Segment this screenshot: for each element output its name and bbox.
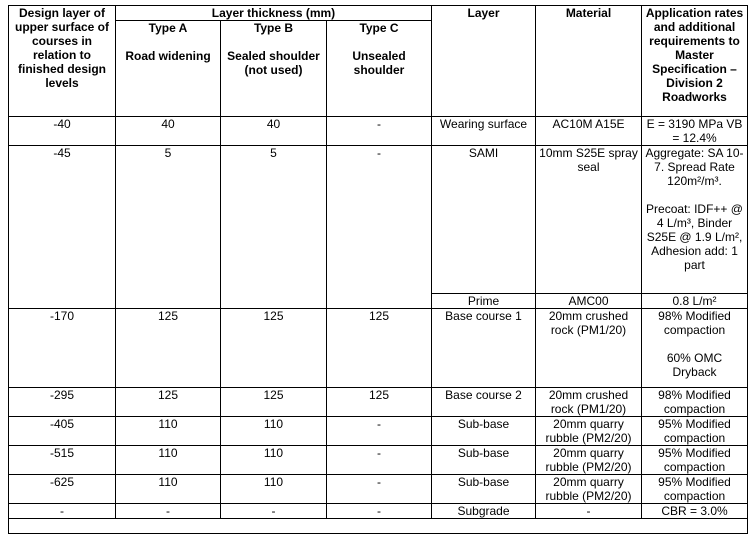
cell-layer: Sub-base — [432, 417, 536, 446]
cell-layer: Sub-base — [432, 475, 536, 504]
table-row — [9, 475, 748, 504]
table-row — [9, 117, 748, 146]
type-b-desc: Sealed shoulder (not used) — [227, 49, 320, 77]
cell-type-b: 5 — [221, 146, 327, 309]
cell-type-c: - — [327, 117, 432, 146]
table-row — [9, 146, 748, 294]
cell-type-b: 40 — [221, 117, 327, 146]
type-a-desc: Road widening — [125, 49, 211, 63]
header-type-c — [327, 21, 432, 117]
table-row-empty — [9, 519, 748, 534]
cell-type-a: 110 — [116, 446, 221, 475]
cell-type-b: - — [221, 504, 327, 519]
cell-layer: SAMI — [432, 146, 536, 294]
cell-application: 98% Modified compaction — [642, 388, 748, 417]
cell-type-c: - — [327, 446, 432, 475]
cell-application: 95% Modified compaction — [642, 417, 748, 446]
cell-type-c: - — [327, 504, 432, 519]
cell-application: E = 3190 MPa VB = 12.4% — [642, 117, 748, 146]
cell-type-a: 5 — [116, 146, 221, 309]
type-c-desc: Unsealed shoulder — [352, 49, 406, 77]
cell-level: -170 — [9, 309, 116, 388]
cell-layer: Wearing surface — [432, 117, 536, 146]
cell-type-a: 110 — [116, 417, 221, 446]
cell-application — [642, 309, 748, 388]
cell-material: AC10M A15E — [536, 117, 642, 146]
cell-level: -295 — [9, 388, 116, 417]
cell-type-b: 125 — [221, 388, 327, 417]
table-row — [9, 504, 748, 519]
cell-level: -515 — [9, 446, 116, 475]
header-application: Application rates and additional requirements to Master Specification – Division 2 Roadworks — [642, 6, 748, 117]
table-row — [9, 388, 748, 417]
cell-type-a: 40 — [116, 117, 221, 146]
header-layer-thickness: Layer thickness (mm) — [116, 6, 432, 21]
cell-type-c: 125 — [327, 388, 432, 417]
cell-level: -405 — [9, 417, 116, 446]
header-type-a — [116, 21, 221, 117]
cell-type-a: 125 — [116, 309, 221, 388]
type-a-label: Type A — [148, 21, 188, 35]
cell-level: -625 — [9, 475, 116, 504]
cell-type-c: - — [327, 475, 432, 504]
cell-layer: Base course 1 — [432, 309, 536, 388]
table-row — [9, 417, 748, 446]
cell-type-c: - — [327, 417, 432, 446]
cell-type-a: - — [116, 504, 221, 519]
header-layer: Layer — [432, 6, 536, 117]
cell-type-b: 110 — [221, 475, 327, 504]
cell-layer: Prime — [432, 294, 536, 309]
cell-type-c: 125 — [327, 309, 432, 388]
cell-level: - — [9, 504, 116, 519]
cell-type-b: 110 — [221, 417, 327, 446]
empty-cell — [9, 519, 748, 534]
cell-application — [642, 146, 748, 294]
cell-type-b: 125 — [221, 309, 327, 388]
cell-material: 20mm quarry rubble (PM2/20) — [536, 475, 642, 504]
table-row — [9, 309, 748, 388]
cell-material: 10mm S25E spray seal — [536, 146, 642, 294]
type-b-label: Type B — [253, 21, 294, 35]
application-text: Aggregate: SA 10-7. Spread Rate 120m²/m³. — [645, 146, 744, 188]
cell-level: -45 — [9, 146, 116, 309]
cell-application: 95% Modified compaction — [642, 475, 748, 504]
application-text: Precoat: IDF++ @ 4 L/m³, Binder S25E @ 1.9 L/m², Adhesion add: 1 part — [646, 202, 743, 272]
cell-material: 20mm quarry rubble (PM2/20) — [536, 446, 642, 475]
cell-layer: Subgrade — [432, 504, 536, 519]
header-design-layer: Design layer of upper surface of courses in relation to finished design levels — [9, 6, 116, 117]
cell-application: CBR = 3.0% — [642, 504, 748, 519]
application-text: 60% OMC Dryback — [666, 351, 723, 379]
cell-type-c: - — [327, 146, 432, 309]
cell-material: - — [536, 504, 642, 519]
cell-material: AMC00 — [536, 294, 642, 309]
table-row — [9, 446, 748, 475]
application-text: 98% Modified compaction — [658, 309, 731, 337]
header-type-b — [221, 21, 327, 117]
cell-material: 20mm quarry rubble (PM2/20) — [536, 417, 642, 446]
pavement-layer-table — [8, 5, 748, 534]
cell-type-a: 110 — [116, 475, 221, 504]
cell-material: 20mm crushed rock (PM1/20) — [536, 309, 642, 388]
cell-material: 20mm crushed rock (PM1/20) — [536, 388, 642, 417]
cell-application: 0.8 L/m² — [642, 294, 748, 309]
cell-application: 95% Modified compaction — [642, 446, 748, 475]
cell-type-a: 125 — [116, 388, 221, 417]
header-material: Material — [536, 6, 642, 117]
cell-level: -40 — [9, 117, 116, 146]
type-c-label: Type C — [359, 21, 399, 35]
cell-type-b: 110 — [221, 446, 327, 475]
cell-layer: Sub-base — [432, 446, 536, 475]
cell-layer: Base course 2 — [432, 388, 536, 417]
